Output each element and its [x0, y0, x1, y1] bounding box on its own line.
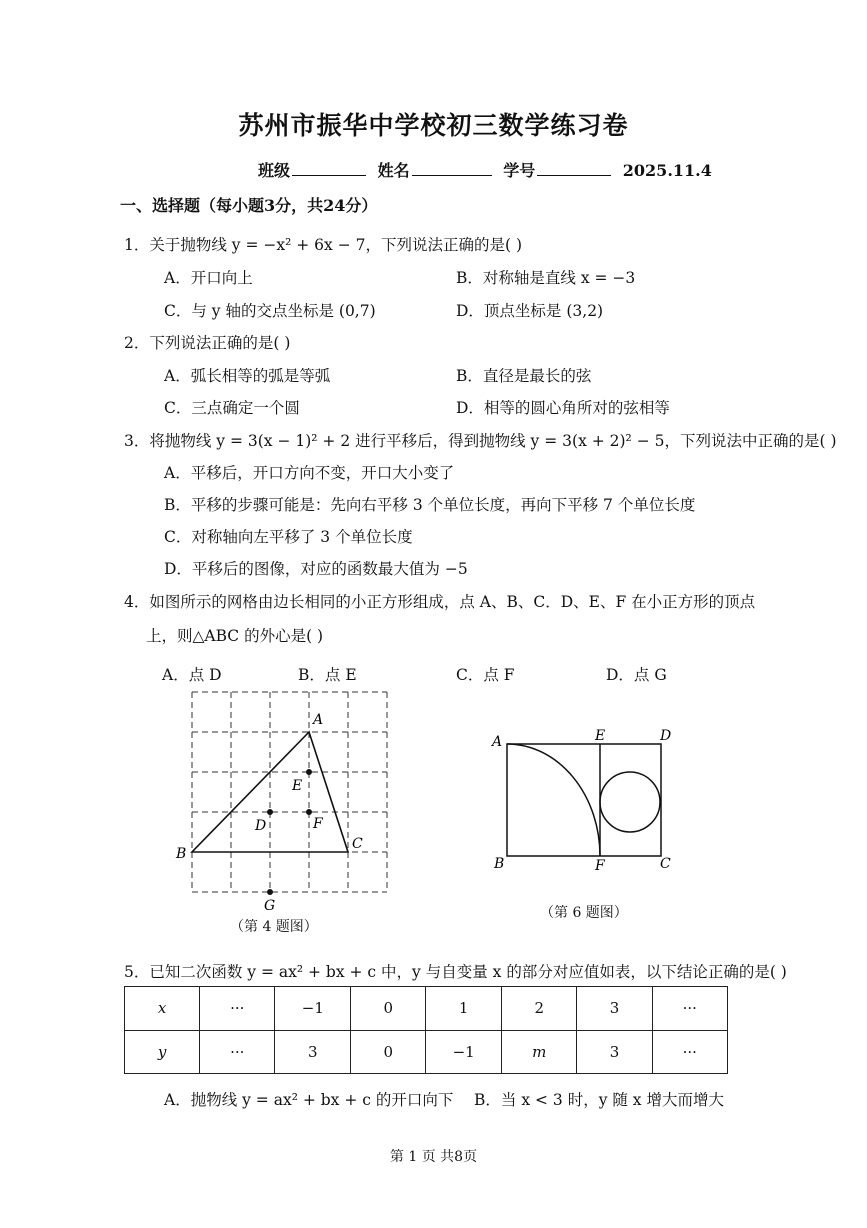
point-f-dot: [306, 809, 312, 815]
id-blank[interactable]: [537, 161, 611, 176]
page-title: 苏州市振华中学校初三数学练习卷: [238, 111, 629, 140]
label-g: G: [264, 898, 276, 914]
table-row-y: [125, 1030, 728, 1074]
value-table: [124, 986, 728, 1074]
table-row-x: [125, 987, 728, 1031]
arc-af: [507, 744, 600, 856]
fig6-caption: （第 6 题图）: [540, 905, 628, 921]
q5-option-a[interactable]: A．抛物线 y = ax² + bx + c 的开口向下: [164, 1091, 454, 1109]
q3-option-d[interactable]: D．平移后的图像，对应的函数最大值为 −5: [164, 560, 468, 578]
q3-option-c[interactable]: C．对称轴向左平移了 3 个单位长度: [164, 528, 413, 546]
q5-option-b[interactable]: B．当 x < 3 时，y 随 x 增大而增大: [474, 1091, 724, 1109]
table-cell: −1: [426, 1030, 502, 1074]
point-e-dot: [306, 769, 312, 775]
q1-option-d[interactable]: D．顶点坐标是 (3,2): [456, 302, 604, 320]
label-c: C: [352, 836, 363, 852]
q4-option-c[interactable]: C．点 F: [456, 666, 515, 684]
fig6-label-a: A: [492, 734, 503, 750]
q4-grid-figure: [172, 680, 402, 915]
q4-option-b[interactable]: B．点 E: [298, 666, 357, 684]
q5-stem: 5．已知二次函数 y = ax² + bx + c 中，y 与自变量 x 的部分对应值如表，以下结论正确的是( ): [124, 963, 787, 981]
q4-stem-line2: 上，则△ABC 的外心是( ): [146, 627, 324, 645]
table-cell: 3: [577, 1030, 652, 1074]
q1-option-b[interactable]: B．对称轴是直线 x = −3: [456, 269, 636, 287]
point-d-dot: [267, 809, 273, 815]
table-cell: 1: [426, 987, 502, 1031]
q2-option-b[interactable]: B．直径是最长的弦: [456, 367, 592, 385]
grid-lines: [192, 692, 387, 892]
q4-option-a[interactable]: A．点 D: [162, 666, 222, 684]
id-label: 学号: [503, 161, 536, 180]
q3-option-a[interactable]: A．平移后，开口方向不变，开口大小变了: [164, 464, 455, 482]
q1-option-a[interactable]: A．开口向上: [164, 269, 253, 287]
q4-stem-line1: 4．如图所示的网格由边长相同的小正方形组成，点 A、B、C．D、E、F 在小正方形的顶点: [124, 593, 756, 611]
q3-option-b[interactable]: B．平移的步骤可能是：先向右平移 3 个单位长度，再向下平移 7 个单位长度: [164, 496, 696, 514]
fig6-label-b: B: [494, 856, 505, 872]
fig4-caption: （第 4 题图）: [230, 919, 318, 935]
fig6-label-d: D: [660, 728, 672, 744]
q4-option-d[interactable]: D．点 G: [606, 666, 667, 684]
date-text: 2025.11.4: [622, 161, 712, 180]
table-cell: −1: [275, 987, 351, 1031]
table-cell: 0: [351, 1030, 426, 1074]
table-cell: y: [125, 1030, 200, 1074]
name-label: 姓名: [377, 161, 410, 180]
student-info-line: [258, 158, 712, 181]
label-d: D: [255, 818, 267, 834]
table-cell: 2: [502, 987, 577, 1031]
q2-stem: 2．下列说法正确的是( ): [124, 334, 291, 352]
label-a: A: [313, 712, 324, 728]
table-cell: ···: [652, 987, 727, 1031]
table-cell: ···: [200, 1030, 275, 1074]
name-blank[interactable]: [412, 161, 492, 176]
inscribed-circle: [600, 772, 660, 832]
section-heading: 一、选择题（每小题3分，共24分）: [120, 196, 378, 215]
page-footer: 第 1 页 共8页: [389, 1149, 478, 1165]
label-e: E: [292, 778, 303, 794]
table-cell: 3: [577, 987, 652, 1031]
table-cell: 3: [275, 1030, 351, 1074]
q3-stem: 3．将抛物线 y = 3(x − 1)² + 2 进行平移后，得到抛物线 y = 3(x + 2)² − 5，下列说法中正确的是( ): [124, 432, 837, 450]
q1-option-c[interactable]: C．与 y 轴的交点坐标是 (0,7): [164, 302, 376, 320]
table-cell: m: [502, 1030, 577, 1074]
table-cell: ···: [200, 987, 275, 1031]
class-blank[interactable]: [292, 161, 366, 176]
q1-stem: 1．关于抛物线 y = −x² + 6x − 7，下列说法正确的是( ): [124, 236, 522, 254]
label-f: F: [313, 816, 323, 832]
q2-option-d[interactable]: D．相等的圆心角所对的弦相等: [456, 399, 670, 417]
fig6-label-f: F: [595, 858, 605, 872]
fig6-label-c: C: [660, 856, 671, 872]
table-cell: x: [125, 987, 200, 1031]
fig6-label-e: E: [595, 728, 606, 744]
rectangle-abcd: [507, 744, 661, 856]
table-cell: ···: [652, 1030, 727, 1074]
q2-option-c[interactable]: C．三点确定一个圆: [164, 399, 300, 417]
class-label: 班级: [258, 161, 291, 180]
point-g-dot: [267, 889, 273, 895]
table-cell: 0: [351, 987, 426, 1031]
fig6-figure: [488, 722, 688, 872]
label-b: B: [176, 846, 187, 862]
q2-option-a[interactable]: A．弧长相等的弧是等弧: [164, 367, 331, 385]
